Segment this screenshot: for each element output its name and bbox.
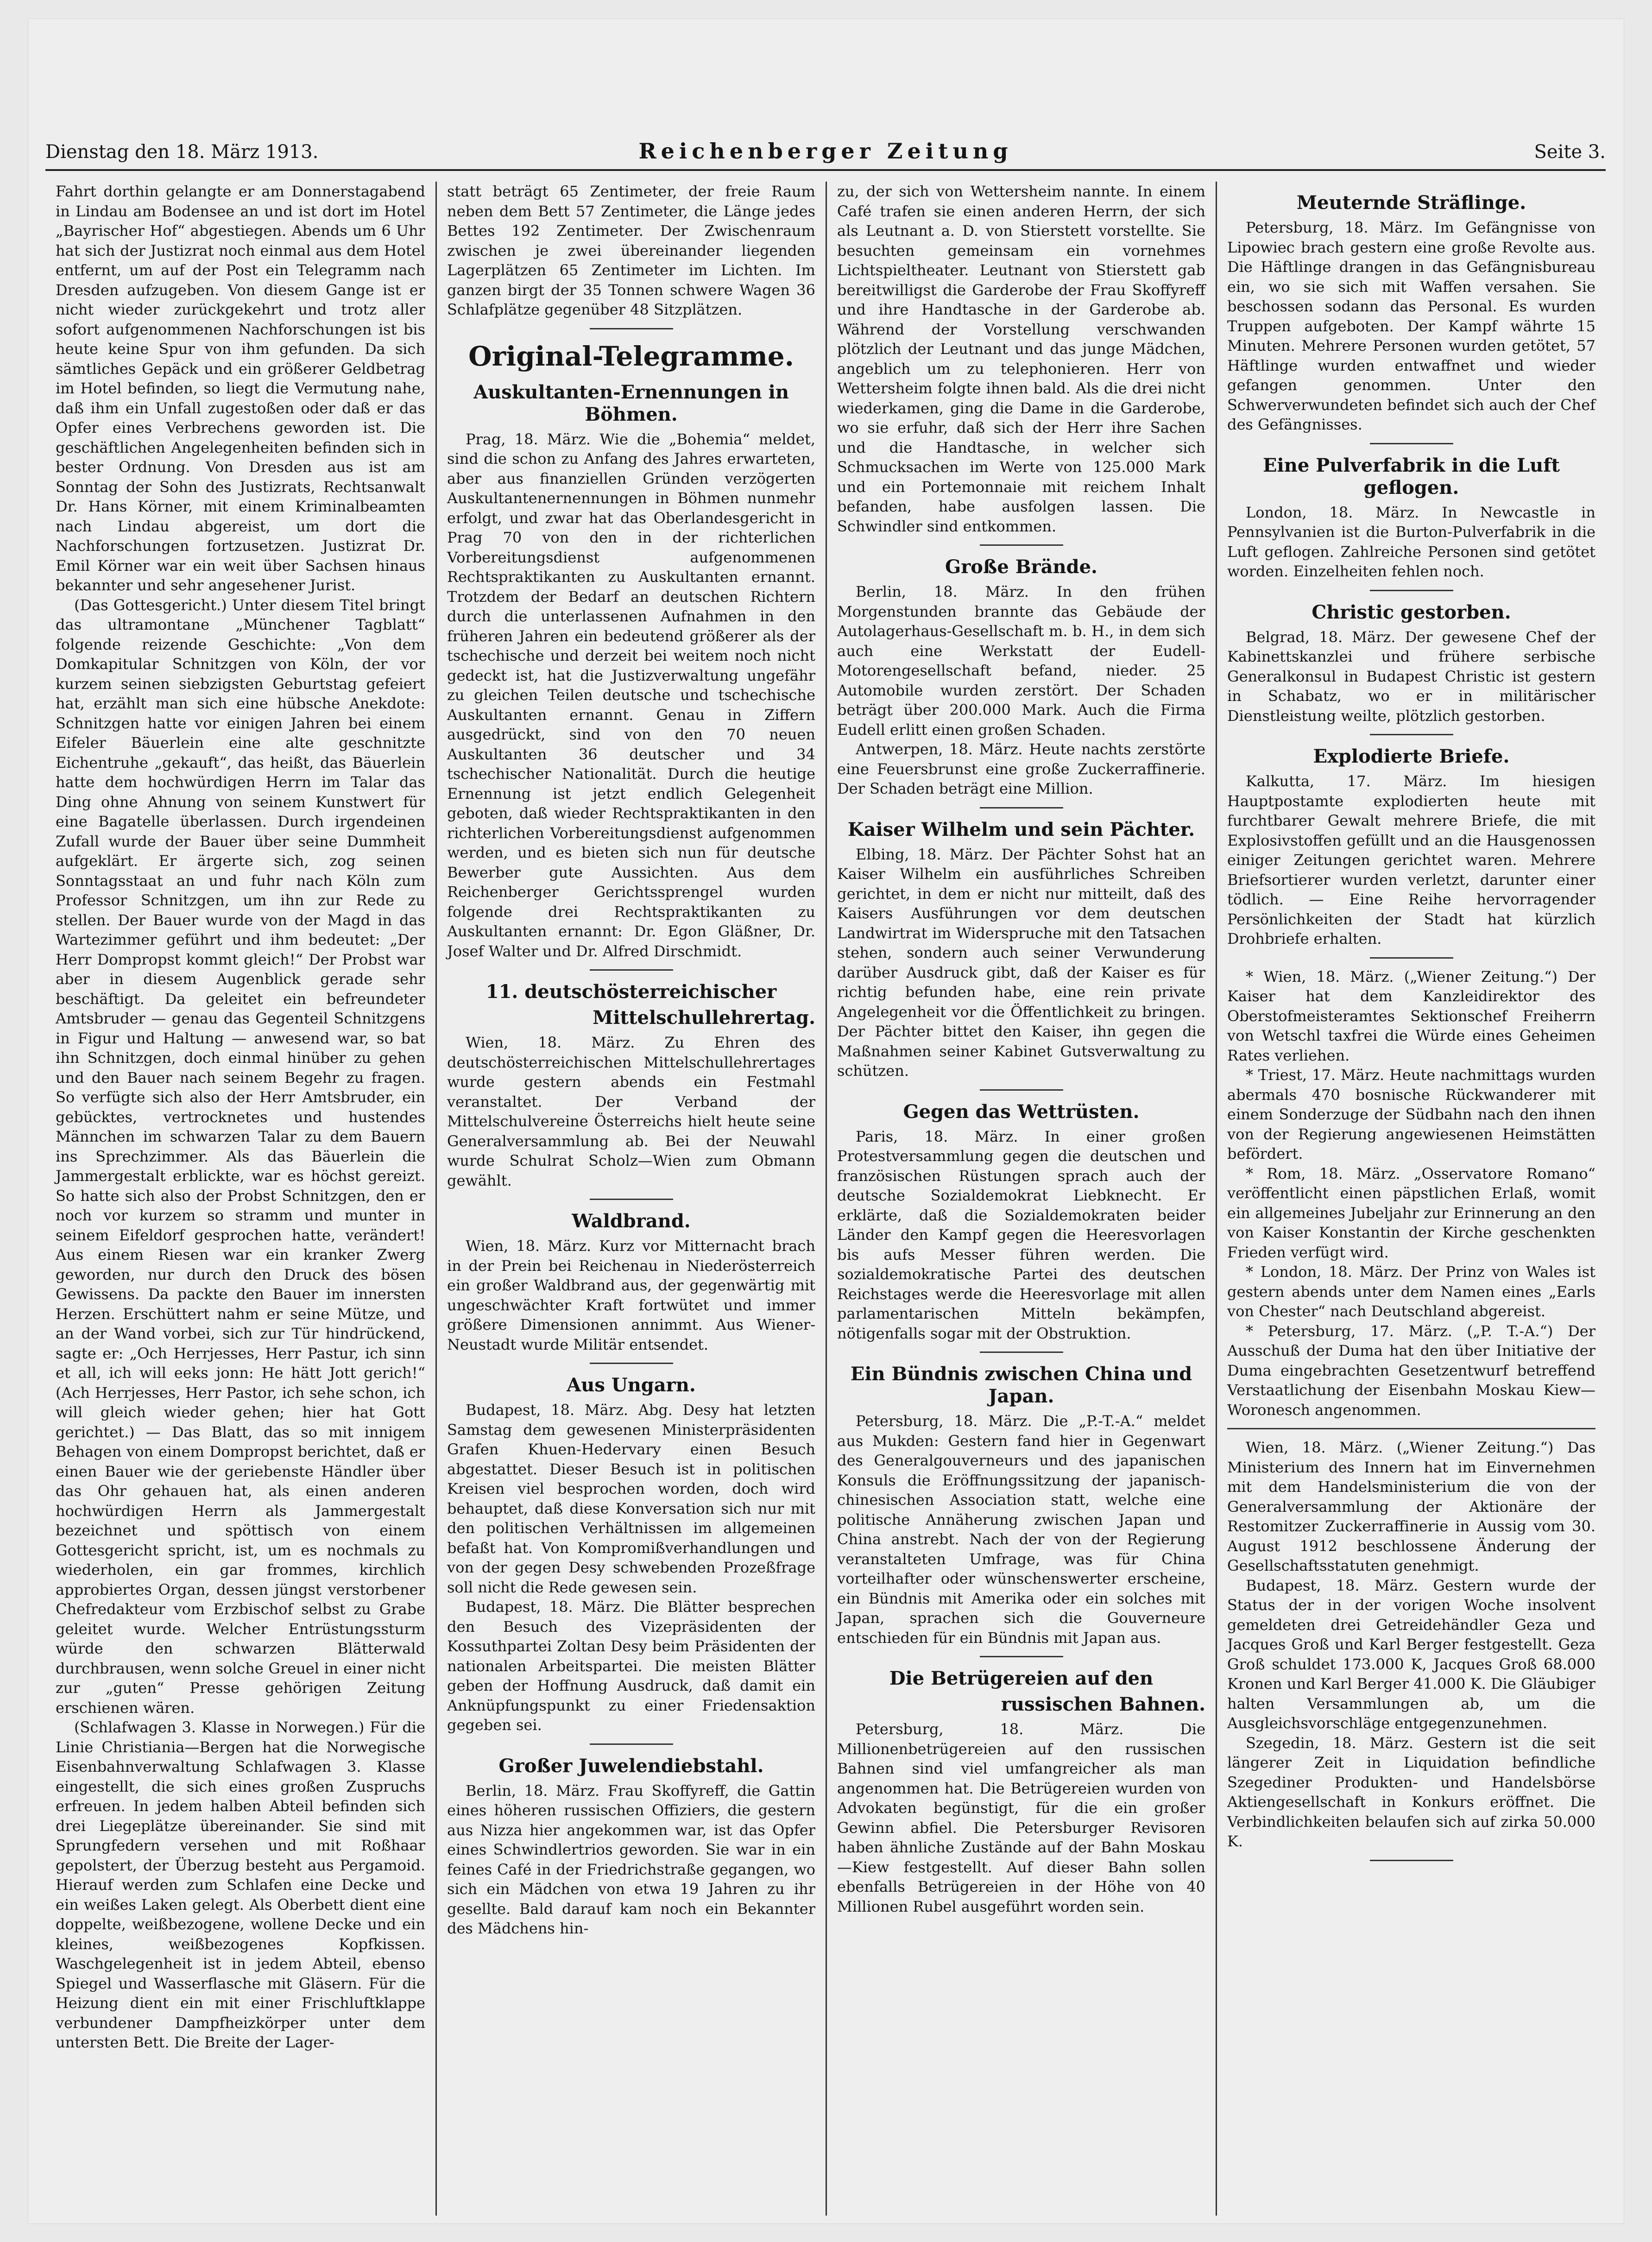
article-paragraph: Szegedin, 18. März. Gestern ist die seit längerer Zeit in Liquidation befindliche Szegediner Produkten- und Handelsbörse Aktiengesellschaft in Konkurs eröffnet. Die Verbindlichkeiten belaufen sich auf zirka 50.000 K. (1227, 1734, 1595, 1850)
article-paragraph: Petersburg, 18. März. Im Gefängnisse von Lipowiec brach gestern eine große Revolte aus. Die Häftlinge drangen in das Gefängnisbureau ein, wo sie sich mit Waffen versahen. Sie beschossen sodann das Personal. Es wurden Truppen aufgeboten. Der Kampf währte 15 Minuten. Mehrere Personen wurden getötet, 57 Häftlinge wurden entwaffnet und wieder gefangen genommen. Unter den Schwerverwundeten befindet sich auch der Chef des Gefängnisses. (1227, 219, 1595, 433)
newspaper-title: Reichenberger Zeitung (638, 139, 1013, 164)
article-headline: Aus Ungarn. (567, 1374, 696, 1396)
article-paragraph: Belgrad, 18. März. Der gewesene Chef der Kabinettskanzlei und frühere serbische Generalkonsul in Budapest Christic ist gestern in Schabatz, wo er in militärischer Dienstleistung weilte, plötzlich gestorben. (1227, 628, 1595, 725)
article-headline: Original-Telegramme. (468, 340, 794, 372)
section-divider (590, 1743, 673, 1745)
article-paragraph: statt beträgt 65 Zentimeter, der freie Raum neben dem Bett 57 Zentimeter, die Länge jedes Bettes 192 Zentimeter. Der Zwischenraum zwischen je zwei übereinander liegenden Lagerplätzen 65 Zentimeter im Lichten. Im ganzen birgt der 35 Tonnen schwere Wagen 36 Schlafplätze gegenüber 48 Sitzplätzen. (447, 183, 815, 318)
section-divider (980, 1089, 1063, 1091)
column-2 (435, 182, 826, 2216)
article-headline: Christic gestorben. (1312, 601, 1511, 623)
article-headline: Große Brände. (945, 556, 1097, 578)
article-paragraph: Berlin, 18. März. Frau Skoffyreff, die Gattin eines höheren russischen Offiziers, die gestern aus Nizza hier angekommen war, ist das Opfer eines Schwindlertrios geworden. Sie war in ein feines Café in der Friedrichstraße gegangen, wo sich ein Mädchen von etwa 19 Jahren zu ihr gesellte. Bald darauf kam noch ein Bekannter des Mädchens hin- (447, 1781, 815, 1937)
section-divider-full (1227, 1428, 1595, 1429)
article-headline: Ein Bündnis zwischen China und Japan. (850, 1363, 1192, 1407)
section-divider (980, 1352, 1063, 1353)
section-divider (1370, 957, 1453, 959)
article-paragraph: Kalkutta, 17. März. Im hiesigen Hauptpostamte explodierten heute mit furchtbarer Gewalt mehrere Briefe, die mit Explosivstoffen gefüllt und an die Hausgenossen einiger Zeitungen gerichtet waren. Mehrere Briefsortierer wurden verletzt, darunter einer tödlich. — Eine Reihe hervorragender Persönlichkeiten der Stadt hat kürzlich Drohbriefe erhalten. (1227, 772, 1595, 947)
article-headline: russischen Bahnen. (1001, 1693, 1205, 1715)
article-paragraph: Prag, 18. März. Wie die „Bohemia“ meldet, sind die schon zu Anfang des Jahres erwarteten, aber aus finanziellen Gründen verzögerten Auskultantenernennungen in Böhmen nunmehr erfolgt, und zwar hat das Oberlandesgericht in Prag 70 von den in der richterlichen Vorbereitungsdienst aufgenommenen Rechtspraktikanten zu Auskultanten ernannt. Trotzdem der Bedarf an deutschen Richtern durch die unterlassenen Aufnahmen in den früheren Jahren ein bedeutend größerer als der tschechische und derzeit bei weitem noch nicht gedeckt ist, hat die Justizverwaltung ungefähr zu gleichen Teilen deutsche und tschechische Auskultanten ernannt. Genau in Ziffern ausgedrückt, sind von den 70 neuen Auskultanten 36 deutscher und 34 tschechischer Nationalität. Durch die heutige Ernennung ist jetzt endlich Gelegenheit geboten, daß wieder Rechtspraktikanten in den richterlichen Vorbereitungsdienst aufgenommen werden, und es bieten sich nun für deutsche Bewerber gute Aussichten. Aus dem Reichenberger Gerichtssprengel wurden folgende drei Rechtspraktikanten zu Auskultanten ernannt: Dr. Egon Gläßner, Dr. Josef Walter und Dr. Alfred Dirschmidt. (447, 430, 815, 960)
section-divider (980, 1656, 1063, 1657)
header-date: Dienstag den 18. März 1913. (45, 141, 319, 163)
article-headline: Eine Pulverfabrik in die Luft geflogen. (1263, 454, 1560, 499)
article-paragraph: Budapest, 18. März. Gestern wurde der Status der in der vorigen Woche insolvent gemeldeten drei Getreidehändler Geza und Jacques Groß und Karl Berger festgestellt. Geza Groß schuldet 173.000 K, Jacques Groß 68.000 Kronen und Karl Berger 41.000 K. Die Gläubiger halten Versammlungen ab, um die Ausgleichsvorschläge entgegenzunehmen. (1227, 1576, 1595, 1732)
section-divider (590, 328, 673, 329)
section-divider (590, 1199, 673, 1200)
article-paragraph: Antwerpen, 18. März. Heute nachts zerstörte eine Feuersbrunst eine große Zuckerraffinerie. Der Schaden beträgt eine Million. (837, 740, 1205, 797)
article-headline: Die Betrügereien auf den (889, 1667, 1154, 1689)
section-divider (1370, 734, 1453, 735)
article-paragraph: * London, 18. März. Der Prinz von Wales ist gestern abends unter dem Namen eines „Earls von Chester“ nach Deutschland abgereist. (1227, 1263, 1595, 1320)
section-divider (980, 807, 1063, 808)
article-paragraph: (Schlafwagen 3. Klasse in Norwegen.) Für die Linie Christiania—Bergen hat die Norwegische Eisenbahnverwaltung Schlafwagen 3. Klasse eingestellt, die sich eines großen Zuspruchs erfreuen. In jedem halben Abteil befinden sich drei Liegeplätze übereinander. Sie sind mit Sprungfedern versehen und mit Roßhaar gepolstert, der Überzug besteht aus Pergamoid. Hierauf werden zum Schlafen eine Decke und ein weißes Laken gelegt. Als Oberbett dient eine doppelte, weißbezogene, wollene Decke und ein kleines, weißbezogenes Kopfkissen. Waschgelegenheit ist in jedem Abteil, ebenso Spiegel und Wasserflasche mit Gläsern. Für die Heizung dient ein mit einer Frischluftklappe verbundener Dampfheizkörper unter dem untersten Bett. Die Breite der Lager- (56, 1718, 425, 2051)
article-paragraph: * Rom, 18. März. „Osservatore Romano“ veröffentlicht einen päpstlichen Erlaß, womit ein allgemeines Jubeljahr zur Erinnerung an den von Kaiser Konstantin der Kirche geschenkten Frieden verfügt wird. (1227, 1164, 1595, 1261)
article-paragraph: Budapest, 18. März. Abg. Desy hat letzten Samstag dem gewesenen Ministerpräsidenten Grafen Khuen-Hedervary einen Besuch abgestattet. Dieser Besuch ist in politischen Kreisen viel besprochen worden, doch wird behauptet, daß diese Konversation sich nur mit den politischen Verhältnissen im allgemeinen befaßt hat. Von Kompromißverhandlungen und von der gegen Desy schwebenden Prozeßfrage soll nicht die Rede gewesen sein. (447, 1401, 815, 1596)
article-paragraph: (Das Gottesgericht.) Unter diesem Titel bringt das ultramontane „Münchener Tagblatt“ folgende reizende Geschichte: „Von dem Domkapitular Schnitzgen von Köln, der vor kurzem seinen siebzigsten Geburtstag gefeiert hat, erzählt man sich eine hübsche Anekdote: Schnitzgen hatte vor einigen Jahren bei einem Eifeler Bäuerlein eine alte geschnitzte Eichentruhe „gekauft“, das heißt, das Bäuerlein hatte dem hochwürdigen Herrn im Talar das Ding ohne Ahnung von seinem Kunstwert für eine Bagatelle überlassen. Durch irgendeinen Zufall wurde der Bauer über seine Dummheit aufgeklärt. Er ärgerte sich, zog seinen Sonntagsstaat an und fuhr nach Köln zum Professor Schnitzgen, um ihn zur Rede zu stellen. Der Bauer wurde von der Magd in das Wartezimmer geführt und ihm bedeutet: „Der Herr Dompropst kommt gleich!“ Der Probst war aber in diesem Augenblick gerade sehr beschäftigt. Da geleitet ein befreundeter Amtsbruder — genau das Gegenteil Schnitzgens in Figur und Haltung — anwesend war, so bat ihn Schnitzgen, doch einmal hinüber zu gehen und den Bauer nach seinem Begehr zu fragen. So verfügte sich also der Herr Amtsbruder, ein gebücktes, vertrocknetes und hustendes Männchen im schwarzen Talar zu dem Bauern ins Sprechzimmer. Als das Bäuerlein die Jammergestalt erblickte, war es höchst gereizt. So hatte sich also der Probst Schnitzgen, den er noch vor kurzem so stramm und munter in seinem Eifeldorf gesprochen hatte, verändert! Aus einem Riesen war ein kranker Zwerg geworden, nur durch den Druck des bösen Gewissens. Da packte den Bauer im innersten Herzen. Erschüttert nahm er seine Mütze, und an der Wand vorbei, sich zur Tür hindrückend, sagte er: „Och Herrjesses, Herr Pastur, ich sinn et all, ich will eeks jonn: He hätt Jott gerich!“ (Ach Herrjesses, Herr Pastor, ich sehe schon, ich will gleich wieder gehen; hier hat Gott gerichtet.) — Das Blatt, das so mit innigem Behagen von einem Dompropst berichtet, daß er einen Bauer wie der geriebenste Händler über das Ohr gehauen hat, als einen anderen hochwürdigen Herrn als Jammergestalt bezeichnet und spöttisch von einem Gottesgericht spricht, ist, um es nochmals zu wiederholen, ein gar frommes, kirchlich approbiertes Organ, dessen jüngst verstorbener Chefredakteur vom Erzbischof selbst zu Grabe geleitet wurde. Welcher Entrüstungssturm würde den schwarzen Blätterwald durchbrausen, wenn solche Greuel in einer nicht zur „guten“ Presse gehörigen Zeitung erschienen wären. (56, 596, 425, 1717)
article-paragraph: Elbing, 18. März. Der Pächter Sohst hat an Kaiser Wilhelm ein ausführliches Schreiben gerichtet, in dem er nicht nur mitteilt, daß des Kaisers Ausführungen vor dem deutschen Landwirtrat im Widerspruche mit den Tatsachen stehen, sondern auch seiner Verwunderung darüber Ausdruck gibt, daß der Kaiser es für richtig befunden habe, eine rein private Angelegenheit vor die Öffentlichkeit zu bringen. Der Pächter bittet den Kaiser, ihn gegen die Maßnahmen seiner Kabinet Gutsverwaltung zu schützen. (837, 845, 1205, 1080)
article-paragraph: zu, der sich von Wettersheim nannte. In einem Café trafen sie einen anderen Herrn, der sich als Leutnant a. D. von Stierstett vorstellte. Sie besuchten gemeinsam ein vornehmes Lichtspieltheater. Leutnant von Stierstett gab bereitwilligst die Garderobe der Frau Skoffyreff und ihre Handtasche in der Garderobe ab. Während der Vorstellung verschwanden plötzlich der Leutnant und das junge Mädchen, angeblich um zu telephonieren. Herr von Wettersheim folgte ihnen bald. Als die drei nicht wiederkamen, ging die Dame in die Garderobe, wo sie erfuhr, daß sich der Herr ihre Sachen und die Handtasche, in welcher sich Schmucksachen im Werte von 125.000 Mark und ein Portemonnaie mit reichem Inhalt befanden, habe ausfolgen lassen. Die Schwindler sind entkommen. (837, 183, 1205, 535)
article-headline: 11. deutschösterreichischer (486, 981, 777, 1003)
columns (45, 182, 1606, 2216)
article-headline: Mittelschullehrertag. (593, 1007, 815, 1029)
article-paragraph: * Triest, 17. März. Heute nachmittags wurden abermals 470 bosnische Rückwanderer mit einem Sonderzuge der Südbahn nach den ihnen von der Regierung angewiesenen Heimstätten befördert. (1227, 1066, 1595, 1162)
article-paragraph: Budapest, 18. März. Die Blätter besprechen den Besuch des Vizepräsidenten der Kossuthpartei Zoltan Desy beim Präsidenten der nationalen Arbeitspartei. Die meisten Blätter geben der Hoffnung Ausdruck, daß damit ein Anknüpfungspunkt zu einer Friedensaktion gegeben sei. (447, 1598, 815, 1734)
section-divider (590, 1363, 673, 1364)
column-1 (45, 182, 435, 2216)
article-paragraph: * Petersburg, 17. März. („P. T.-A.“) Der Ausschuß der Duma hat den über Initiative der Duma eingebrachten Gesetzentwurf betreffend Verstaatlichung der Eisenbahn Moskau Kiew—Woronesch angenommen. (1227, 1322, 1595, 1419)
article-paragraph: Berlin, 18. März. In den frühen Morgenstunden brannte das Gebäude der Autolagerhaus-Gesellschaft m. b. H., in dem sich auch eine Werkstatt der Eudell-Motorengesellschaft befand, nieder. 25 Automobile wurden zerstört. Der Schaden beträgt über 200.000 Mark. Auch die Firma Eudell erlitt einen großen Schaden. (837, 583, 1205, 739)
newspaper-page (28, 19, 1624, 2224)
section-divider (1370, 590, 1453, 591)
article-paragraph: Fahrt dorthin gelangte er am Donnerstagabend in Lindau am Bodensee an und ist dort im Hotel „Bayrischer Hof“ abgestiegen. Abends um 6 Uhr hat sich der Justizrat noch einmal aus dem Hotel entfernt, um auf der Post ein Telegramm nach Dresden aufzugeben. Von diesem Gange ist er nicht wieder zurückgekehrt und trotz aller sofort aufgenommenen Nachforschungen ist bis heute keine Spur von ihm gefunden. Da sich sämtliches Gepäck und ein größerer Geldbetrag im Hotel befinden, so liegt die Vermutung nahe, daß ihm ein Unfall zugestoßen oder daß er das Opfer eines Verbrechens geworden ist. Die geschäftlichen Angelegenheiten befinden sich in bester Ordnung. Von Dresden aus ist am Sonntag der Sohn des Justizrats, Rechtsanwalt Dr. Hans Körner, mit einem Kriminalbeamten nach Lindau abgereist, um dort die Nachforschungen fortzusetzen. Justizrat Dr. Emil Körner war ein weit über Sachsen hinaus bekannter und sehr angesehener Jurist. (56, 183, 425, 594)
article-headline: Explodierte Briefe. (1313, 745, 1510, 767)
section-divider (590, 969, 673, 971)
article-headline: Meuternde Sträflinge. (1296, 192, 1526, 214)
page-number: Seite 3. (1534, 141, 1606, 163)
article-headline: Waldbrand. (572, 1210, 691, 1232)
section-divider (1370, 443, 1453, 444)
article-headline: Kaiser Wilhelm und sein Pächter. (847, 818, 1195, 840)
page-header (45, 137, 1606, 171)
article-headline: Auskultanten-Ernennungen in Böhmen. (473, 381, 789, 425)
article-paragraph: Petersburg, 18. März. Die Millionenbetrügereien auf den russischen Bahnen sind viel umfangreicher als man angenommen hat. Die Betrügereien wurden von Advokaten begünstigt, für die ein großer Gewinn abfiel. Die Petersburger Revisoren haben ähnliche Zustände auf der Bahn Moskau—Kiew festgestellt. Auf dieser Bahn sollen ebenfalls Betrügereien in der Höhe von 40 Millionen Rubel ausgeführt worden sein. (837, 1720, 1205, 1915)
article-paragraph: Wien, 18. März. Zu Ehren des deutschösterreichischen Mittelschullehrertages wurde gestern abends ein Festmahl veranstaltet. Der Verband der Mittelschulvereine Österreichs hielt heute seine Generalversammlung ab. Bei der Neuwahl wurde Schulrat Scholz—Wien zum Obmann gewählt. (447, 1034, 815, 1189)
article-headline: Gegen das Wettrüsten. (903, 1100, 1140, 1123)
article-paragraph: Petersburg, 18. März. Die „P.-T.-A.“ meldet aus Mukden: Gestern fand hier in Gegenwart des Generalgouverneurs und des japanischen Konsuls die Eröffnungssitzung der japanisch-chinesischen Association statt, welche eine politische Annäherung zwischen Japan und China anstrebt. Nach der von der Regierung veranstalteten Umfrage, was für China vorteilhafter oder wünschenswerter erscheine, ein Bündnis mit Amerika oder ein solches mit Japan, sprachen sich die Gouverneure entschieden für ein Bündnis mit Japan aus. (837, 1412, 1205, 1647)
article-headline: Großer Juwelendiebstahl. (498, 1755, 764, 1777)
article-paragraph: * Wien, 18. März. („Wiener Zeitung.“) Der Kaiser hat dem Kanzleidirektor des Oberstofmeisteramtes Sektionschef Freiherrn von Wetschl taxfrei die Würde eines Geheimen Rates verliehen. (1227, 967, 1595, 1064)
article-paragraph: Wien, 18. März. Kurz vor Mitternacht brach in der Prein bei Reichenau in Niederösterreich ein großer Waldbrand aus, der gegenwärtig mit ungeschwächter Kraft fortwütet und immer größere Dimensionen annimmt. Aus Wiener-Neustadt wurde Militär entsendet. (447, 1237, 815, 1353)
section-divider (980, 544, 1063, 546)
article-paragraph: Wien, 18. März. („Wiener Zeitung.“) Das Ministerium des Innern hat im Einvernehmen mit dem Handelsministerium die von der Generalversammlung der Aktionäre der Restomitzer Zuckerraffinerie in Aussig vom 30. August 1912 beschlossene Änderung der Gesellschaftsstatuten genehmigt. (1227, 1439, 1595, 1574)
column-4 (1216, 182, 1606, 2216)
article-paragraph: London, 18. März. In Newcastle in Pennsylvanien ist die Burton-Pulverfabrik in die Luft geflogen. Zahlreiche Personen sind getötet worden. Einzelheiten fehlen noch. (1227, 503, 1595, 580)
article-paragraph: Paris, 18. März. In einer großen Protestversammlung gegen die deutschen und französischen Rüstungen sprach auch der deutsche Sozialdemokrat Liebknecht. Er erklärte, daß die Sozialdemokraten beider Länder den Kampf gegen die Heeresvorlagen bis aufs Messer führen werden. Die sozialdemokratische Partei des deutschen Reichstages werde die Heeresvorlage mit allen parlamentarischen Mitteln bekämpfen, nötigenfalls sogar mit der Obstruktion. (837, 1127, 1205, 1342)
column-3 (826, 182, 1216, 2216)
section-divider (1370, 1860, 1453, 1861)
